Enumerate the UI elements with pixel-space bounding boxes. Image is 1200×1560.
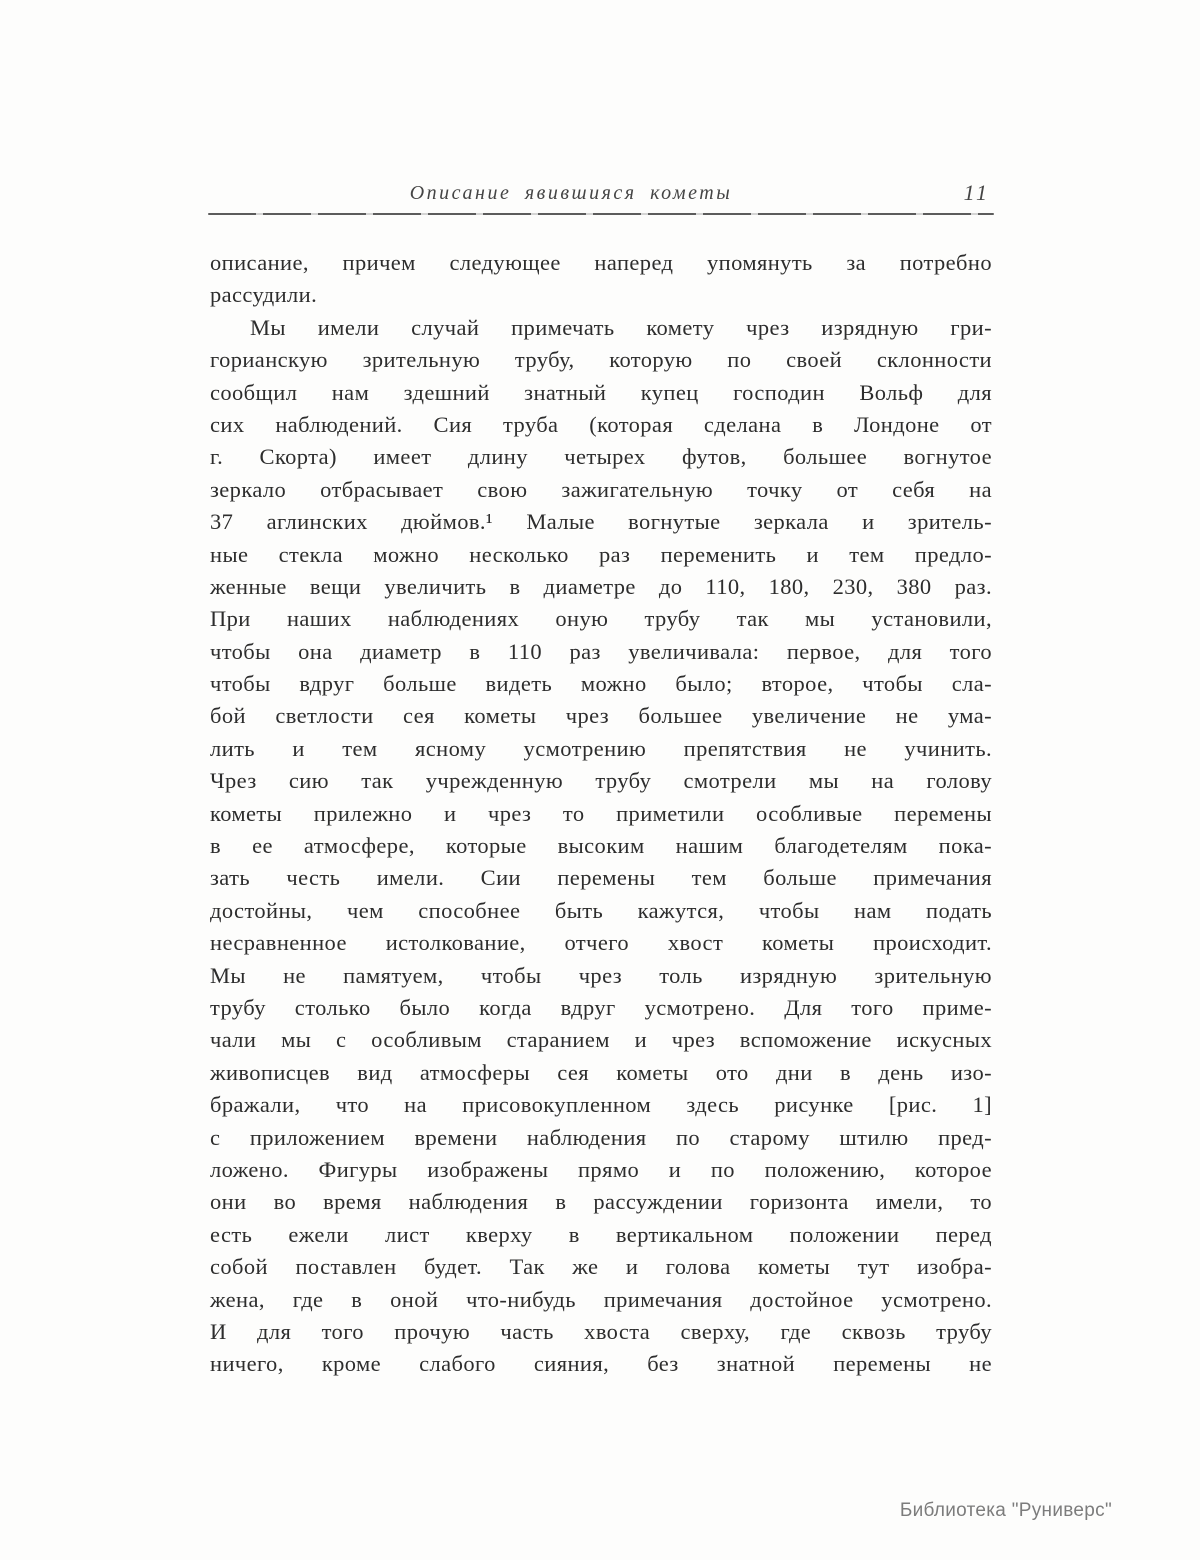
text-line: живописцев вид атмосферы сея кометы ото дни в день изо-	[210, 1059, 992, 1085]
text-line: бой светлости сея кометы чрез большее увеличение не ума-	[210, 703, 992, 729]
text-line: несравненное истолкование, отчего хвост кометы происходит.	[210, 930, 992, 956]
text-line: При наших наблюдениях оную трубу так мы установили,	[210, 606, 992, 632]
header-rule	[208, 213, 994, 215]
text-line: есть ежели лист кверху в вертикальном положении перед	[210, 1221, 992, 1247]
text-line: женные вещи увеличить в диаметре до 110, 180, 230, 380 раз.	[210, 573, 992, 599]
text-line: ные стекла можно несколько раз переменить и тем предло-	[210, 541, 992, 567]
text-line: Чрез сию так учрежденную трубу смотрели мы на голову	[210, 768, 992, 794]
text-line: трубу столько было когда вдруг усмотрено. Для того приме-	[210, 994, 992, 1020]
text-line: И для того прочую часть хвоста сверху, где сквозь трубу	[210, 1318, 992, 1344]
text-line: лить и тем ясному усмотрению препятствия не учинить.	[210, 735, 992, 761]
text-line: собой поставлен будет. Так же и голова кометы тут изобра-	[210, 1254, 992, 1280]
text-line: достойны, чем способнее быть кажутся, чтобы нам подать	[210, 897, 992, 923]
text-line: сих наблюдений. Сия труба (которая сделана в Лондоне от	[210, 411, 992, 437]
text-line: с приложением времени наблюдения по старому штилю пред-	[210, 1124, 992, 1150]
body-text	[210, 247, 992, 1381]
text-line: горианскую зрительную трубу, которую по своей склонности	[210, 347, 992, 373]
text-line: чтобы вдруг больше видеть можно было; второе, чтобы сла-	[210, 671, 992, 697]
text-line: зать честь имели. Сии перемены тем больше примечания	[210, 865, 992, 891]
text-line: жена, где в оной что-нибудь примечания достойное усмотрено.	[210, 1286, 992, 1312]
text-line: чтобы она диаметр в 110 раз увеличивала: первое, для того	[210, 638, 992, 664]
text-line: сообщил нам здешний знатный купец господин Вольф для	[210, 379, 992, 405]
text-line: ничего, кроме слабого сияния, без знатной перемены не	[210, 1351, 992, 1377]
text-line: они во время наблюдения в рассуждении горизонта имели, то	[210, 1189, 992, 1215]
page-number: 11	[963, 180, 990, 205]
text-line: зеркало отбрасывает свою зажигательную точку от себя на	[210, 476, 992, 502]
text-line: рассудили.	[210, 282, 318, 308]
text-line: Мы не памятуем, чтобы чрез толь изрядную зрительную	[210, 962, 992, 988]
text-line: ложено. Фигуры изображены прямо и по положению, которое	[210, 1156, 992, 1182]
running-title: Описание явившияся кометы	[409, 182, 733, 204]
library-watermark: Библиотека "Руниверс"	[899, 1500, 1112, 1521]
page-header	[210, 182, 992, 212]
text-line: 37 аглинских дюймов.¹ Малые вогнутые зеркала и зритель-	[210, 509, 992, 535]
text-line: чали мы с особливым старанием и чрез вспоможение искусных	[210, 1027, 992, 1053]
text-line: кометы прилежно и чрез то приметили особливые перемены	[210, 800, 992, 826]
text-line: бражали, что на присовокупленном здесь рисунке [рис. 1]	[210, 1092, 992, 1118]
text-line: в ее атмосфере, которые высоким нашим благодетелям пока-	[210, 833, 992, 859]
text-line: описание, причем следующее наперед упомянуть за потребно	[210, 250, 992, 275]
text-line: г. Скорта) имеет длину четырех футов, большее вогнутое	[210, 444, 992, 470]
text-line: Мы имели случай примечать комету чрез изрядную гри-	[250, 314, 992, 340]
